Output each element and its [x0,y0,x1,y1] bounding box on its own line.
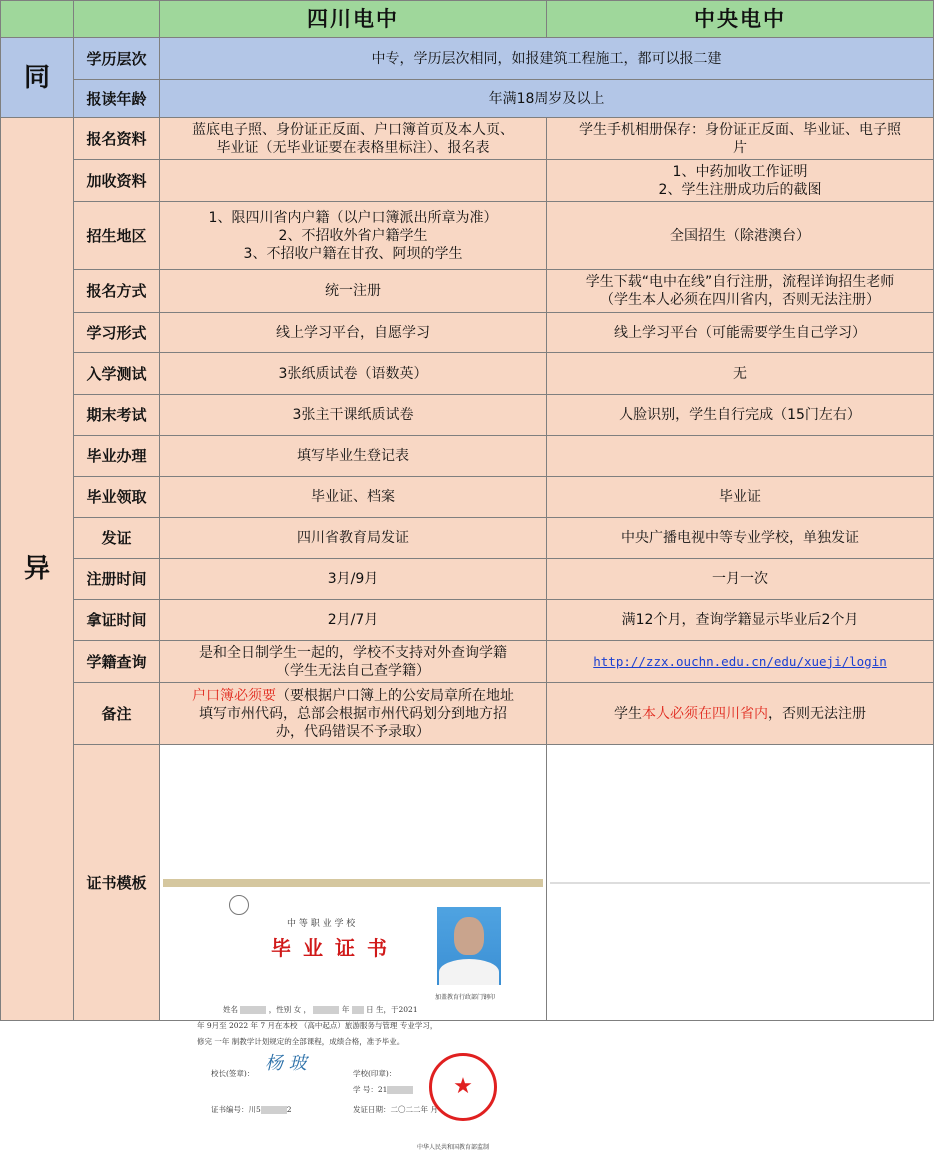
row-materials [1,118,934,160]
right-cell: 学生手机相册保存：身份证正反面、毕业证、电子照 片 [547,118,934,160]
status-query-link[interactable]: http://zzx.ouchn.edu.cn/edu/xueji/login [593,653,887,669]
row-label: 注册时间 [74,559,160,600]
left-cell: 是和全日制学生一起的，学校不支持对外查询学籍 （学生无法自己查学籍） [160,641,547,683]
remark-required: 户口簿必须要 [192,687,276,704]
row-label: 招生地区 [74,202,160,270]
principal-signature: 杨 玻 [265,1052,307,1074]
certificate-image-left: 中 等 职 业 学 校 毕业证书 加盖教育行政部门钢印 姓名 ，性别 女 ， 年 日 生，于2021 年 9月至 2022 年 7 月在本校 （高中起点）旅游服务与管理 专业学习， 修完 一年 制教学计划规定的全部课程，成绩合格，准予毕业。 校长(签章)： 杨 玻 学校(印章)： 学 号：21 证书编号：川5 2 发证日期：二〇二二年 月 ★ 中华人民共和国教育部监制 [163,879,543,887]
cert-enroll: 年 9月至 2022 年 7 月在本校 （高中起点）旅游服务与管理 专业学习， [197,1020,438,1030]
row-region [1,202,934,270]
certificate-sichuan [160,745,547,1151]
row-label: 学习形式 [74,313,160,353]
right-cell: 学生本人必须在四川省内，否则无法注册 [547,683,934,745]
row-label: 期末考试 [74,395,160,436]
row-signup-method [1,270,934,313]
left-cell: 蓝底电子照、身份证正反面、户口簿首页及本人页、 毕业证（无毕业证要在表格里标注）、报名表 [160,118,547,160]
right-cell: 满12个月，查询学籍显示毕业后2个月 [547,600,934,641]
row-label: 拿证时间 [74,600,160,641]
right-cell: 一月一次 [547,559,934,600]
row-remarks [1,683,934,745]
header-row [1,1,934,38]
row-entrance-test [1,353,934,395]
row-certificate-time [1,600,934,641]
row-label: 备注 [74,683,160,745]
left-cell: 填写毕业生登记表 [160,436,547,477]
merged-cell: 中专，学历层次相同，如报建筑工程施工，都可以报二建 [160,38,934,80]
header-central: 中央电中 [547,1,934,38]
left-cell: 统一注册 [160,270,547,313]
row-label: 报名资料 [74,118,160,160]
photo-caption: 加盖教育行政部门钢印 [435,993,496,1001]
row-graduation-process [1,436,934,477]
cert-study: 修完 一年 制教学计划规定的全部课程，成绩合格，准予毕业。 [197,1036,405,1046]
left-cell [160,160,547,202]
left-cell: 毕业证、档案 [160,477,547,518]
row-age [1,80,934,118]
header-sichuan: 四川电中 [160,1,547,38]
right-cell: 中央广播电视中等专业学校，单独发证 [547,518,934,559]
right-cell: 学生下载“电中在线”自行注册，流程详询招生老师 （学生本人必须在四川省内，否则无法注册） [547,270,934,313]
cert-principal: 校长(签章)： [211,1068,255,1078]
right-cell: 1、中药加收工作证明 2、学生注册成功后的截图 [547,160,934,202]
left-cell: 户口簿必须要（要根据户口簿上的公安局章所在地址 填写市州代码，总部会根据市州代码划分到地方招 办，代码错误不予录取） [160,683,547,745]
right-cell: 全国招生（除港澳台） [547,202,934,270]
cert-school: 中 等 职 业 学 校 [287,918,356,929]
row-label: 入学测试 [74,353,160,395]
row-label: 学历层次 [74,38,160,80]
row-register-time [1,559,934,600]
header-blank-2 [74,1,160,38]
row-label: 学籍查询 [74,641,160,683]
left-cell: 四川省教育局发证 [160,518,547,559]
header-blank-1 [1,1,74,38]
left-cell: 2月/7月 [160,600,547,641]
row-graduation-receive [1,477,934,518]
row-issuer [1,518,934,559]
row-extra-materials [1,160,934,202]
school-seal-stamp: ★ [429,1053,497,1121]
left-cell: 3张纸质试卷（语数英） [160,353,547,395]
row-label: 报名方式 [74,270,160,313]
group-diff: 异 [1,118,74,1021]
certificate-image-right [550,882,930,884]
right-cell [547,436,934,477]
row-label: 毕业办理 [74,436,160,477]
left-cell: 线上学习平台，自愿学习 [160,313,547,353]
left-cell: 3张主干课纸质试卷 [160,395,547,436]
left-cell: 3月/9月 [160,559,547,600]
emblem-icon [229,895,249,915]
group-same: 同 [1,38,74,118]
right-cell: 无 [547,353,934,395]
row-label: 发证 [74,518,160,559]
row-label: 报读年龄 [74,80,160,118]
right-cell: 人脸识别，学生自行完成（15门左右） [547,395,934,436]
cert-school-seal: 学校(印章)： [353,1068,397,1078]
cert-title: 毕业证书 [271,935,399,960]
row-status-query [1,641,934,683]
left-cell: 1、限四川省内户籍（以户口簿派出所章为准） 2、不招收外省户籍学生 3、不招收户籍在甘孜、阿坝的学生 [160,202,547,270]
row-label: 证书模板 [74,745,160,1021]
row-label: 加收资料 [74,160,160,202]
remark-must-in-sichuan: 本人必须在四川省内 [642,705,768,722]
certificate-central [547,745,934,1021]
row-label: 毕业领取 [74,477,160,518]
cert-footer: 中华人民共和国教育部监制 [417,1143,490,1151]
row-final-exam [1,395,934,436]
right-cell [547,641,934,683]
merged-cell: 年满18周岁及以上 [160,80,934,118]
row-education-level [1,38,934,80]
right-cell: 线上学习平台（可能需要学生自己学习） [547,313,934,353]
row-certificate-template [1,745,934,1021]
student-photo [437,907,501,985]
right-cell: 毕业证 [547,477,934,518]
row-study-form [1,313,934,353]
cert-issue-date: 发证日期：二〇二二年 月 [353,1104,438,1114]
